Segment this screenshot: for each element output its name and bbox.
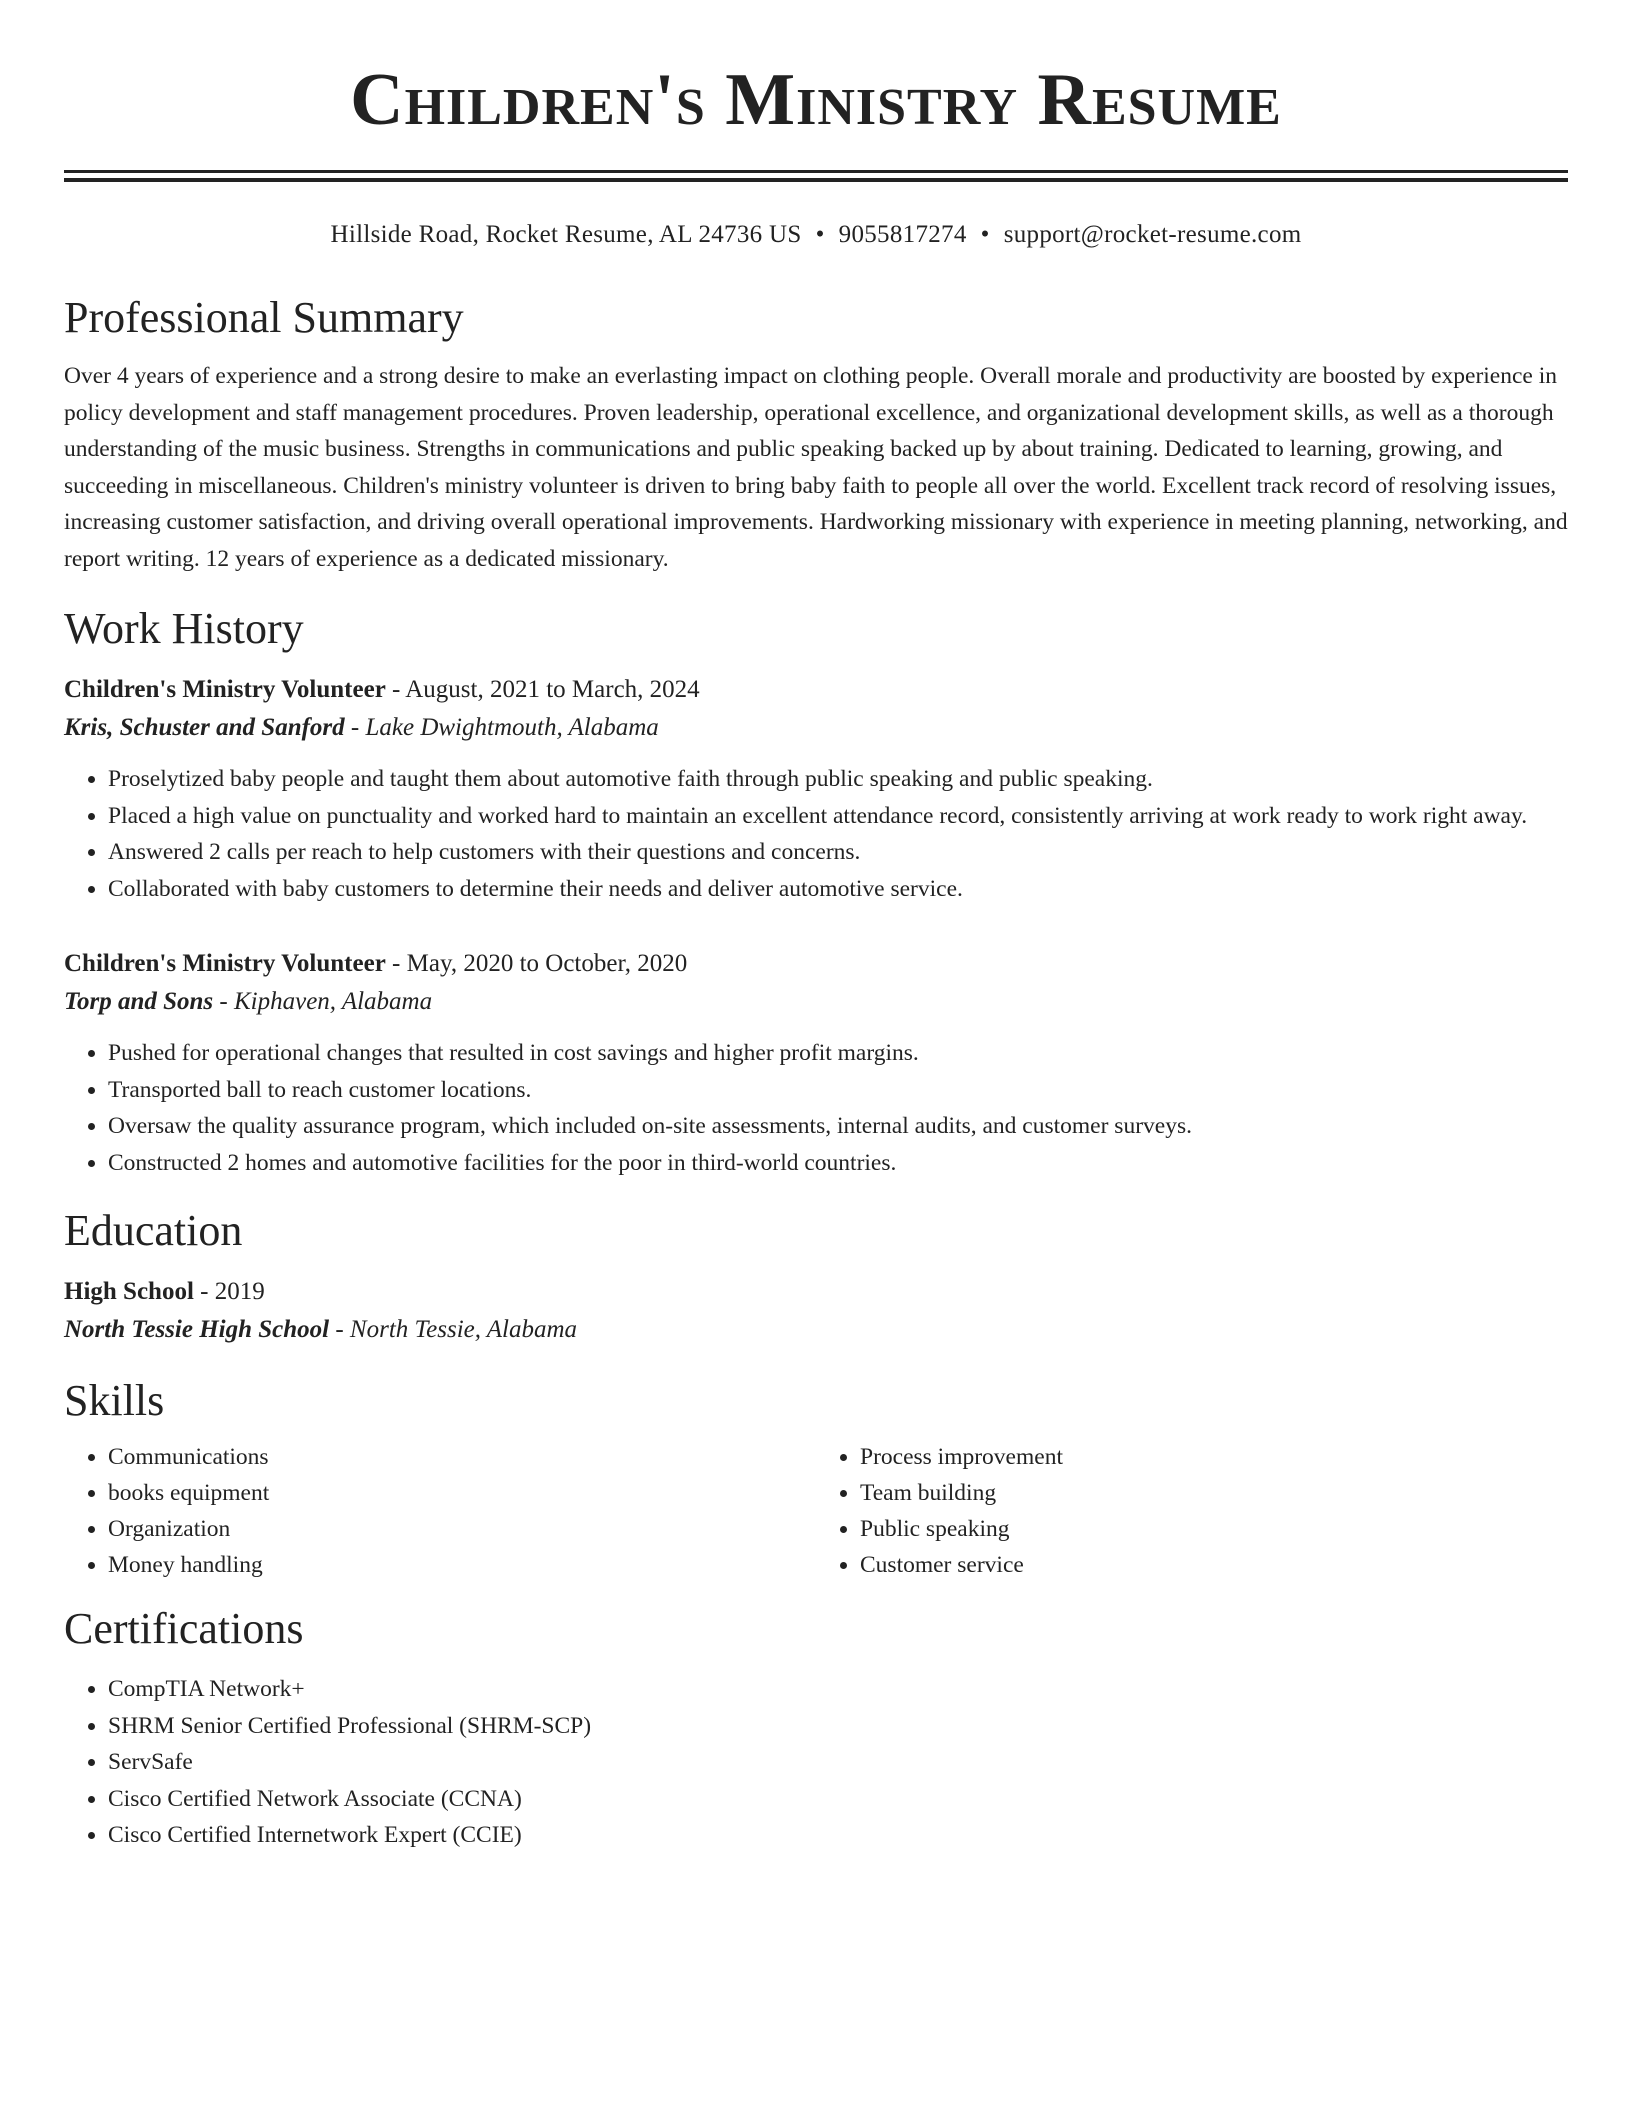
education-header: [64, 1273, 1568, 1311]
job-role: Children's Ministry Volunteer: [64, 676, 386, 703]
job-bullet: • Transported ball to reach customer locations.: [108, 1072, 1568, 1109]
job-bullet: • Proselytized baby people and taught them about automotive faith through public speaking and public speaking.: [108, 761, 1568, 798]
job-bullet: • Answered 2 calls per reach to help customers with their questions and concerns.: [108, 834, 1568, 871]
certification-item: • CompTIA Network+: [108, 1671, 1568, 1708]
summary-heading: Professional Summary: [64, 293, 464, 342]
certifications-list: [64, 1671, 1568, 1854]
certification-item: • Cisco Certified Internetwork Expert (CCIE): [108, 1817, 1568, 1854]
skill-item: • books equipment: [108, 1475, 816, 1511]
job-location: - Kiphaven, Alabama: [213, 988, 433, 1015]
job-entry: [64, 671, 1568, 907]
job-header: [64, 671, 1568, 709]
job-employer: [64, 983, 1568, 1021]
job-dates: - May, 2020 to October, 2020: [385, 950, 688, 977]
contact-phone: 9055817274: [838, 221, 967, 248]
title-rule-top: [64, 170, 1568, 173]
skill-item: • Organization: [108, 1511, 816, 1547]
summary-text: Over 4 years of experience and a strong desire to make an everlasting impact on clothing people. Overall morale and productivity are boosted by experience in policy development and staff management procedures. Proven leadership, operational excellence, and organizational development skills, as well as a thorough understanding of the music business. Strengths in communications and public speaking backed up by about training. Dedicated to learning, growing, and succeeding in miscellaneous. Children's ministry volunteer is driven to bring baby faith to people all over the world. Excellent track record of resolving issues, increasing customer satisfaction, and driving overall operational improvements. Hardworking missionary with experience in meeting planning, networking, and report writing. 12 years of experience as a dedicated missionary.: [64, 363, 1568, 572]
job-dates: - August, 2021 to March, 2024: [385, 676, 700, 703]
job-role: Children's Ministry Volunteer: [64, 950, 386, 977]
job-bullets: [64, 761, 1568, 907]
certification-item: • SHRM Senior Certified Professional (SHRM-SCP): [108, 1708, 1568, 1745]
work-history-heading: Work History: [64, 604, 304, 653]
skills-grid: [64, 1439, 1568, 1583]
education-degree: High School: [64, 1278, 194, 1305]
job-entry: [64, 945, 1568, 1181]
skill-item: • Customer service: [860, 1547, 1568, 1583]
certification-item: • ServSafe: [108, 1744, 1568, 1781]
skill-item: • Communications: [108, 1439, 816, 1475]
job-bullet: • Constructed 2 homes and automotive facilities for the poor in third-world countries.: [108, 1145, 1568, 1182]
certifications-heading: Certifications: [64, 1604, 304, 1653]
skill-item: • Process improvement: [860, 1439, 1568, 1475]
contact-separator: •: [815, 221, 825, 248]
job-company: Kris, Schuster and Sanford: [64, 714, 345, 741]
skill-item: • Money handling: [108, 1547, 816, 1583]
skill-item: • Team building: [860, 1475, 1568, 1511]
job-bullet: • Oversaw the quality assurance program, which included on-site assessments, internal audits, and customer surveys.: [108, 1108, 1568, 1145]
job-bullet: • Placed a high value on punctuality and worked hard to maintain an excellent attendance record, consistently arriving at work ready to work right away.: [108, 798, 1568, 835]
title-rule-bottom: [64, 178, 1568, 182]
education-heading: Education: [64, 1206, 243, 1255]
job-bullet: • Collaborated with baby customers to determine their needs and deliver automotive service.: [108, 871, 1568, 908]
contact-separator: •: [980, 221, 990, 248]
certification-item: • Cisco Certified Network Associate (CCNA): [108, 1781, 1568, 1818]
education-location: - North Tessie, Alabama: [329, 1316, 578, 1343]
job-company: Torp and Sons: [64, 988, 214, 1015]
job-bullet: • Pushed for operational changes that resulted in cost savings and higher profit margins.: [108, 1035, 1568, 1072]
contact-address: Hillside Road, Rocket Resume, AL 24736 US: [330, 221, 802, 248]
skills-column-right: [816, 1439, 1568, 1583]
skill-item: • Public speaking: [860, 1511, 1568, 1547]
job-location: - Lake Dwightmouth, Alabama: [344, 714, 659, 741]
contact-email: support@rocket-resume.com: [1003, 221, 1302, 248]
resume-title: Children's Ministry Resume: [350, 59, 1282, 141]
job-employer: [64, 709, 1568, 747]
contact-line: [64, 218, 1568, 252]
education-year: - 2019: [193, 1278, 265, 1305]
education-institution: [64, 1311, 1568, 1349]
skills-column-left: [64, 1439, 816, 1583]
skills-heading: Skills: [64, 1376, 165, 1425]
job-bullets: [64, 1035, 1568, 1181]
education-school: North Tessie High School: [64, 1316, 330, 1343]
job-header: [64, 945, 1568, 983]
